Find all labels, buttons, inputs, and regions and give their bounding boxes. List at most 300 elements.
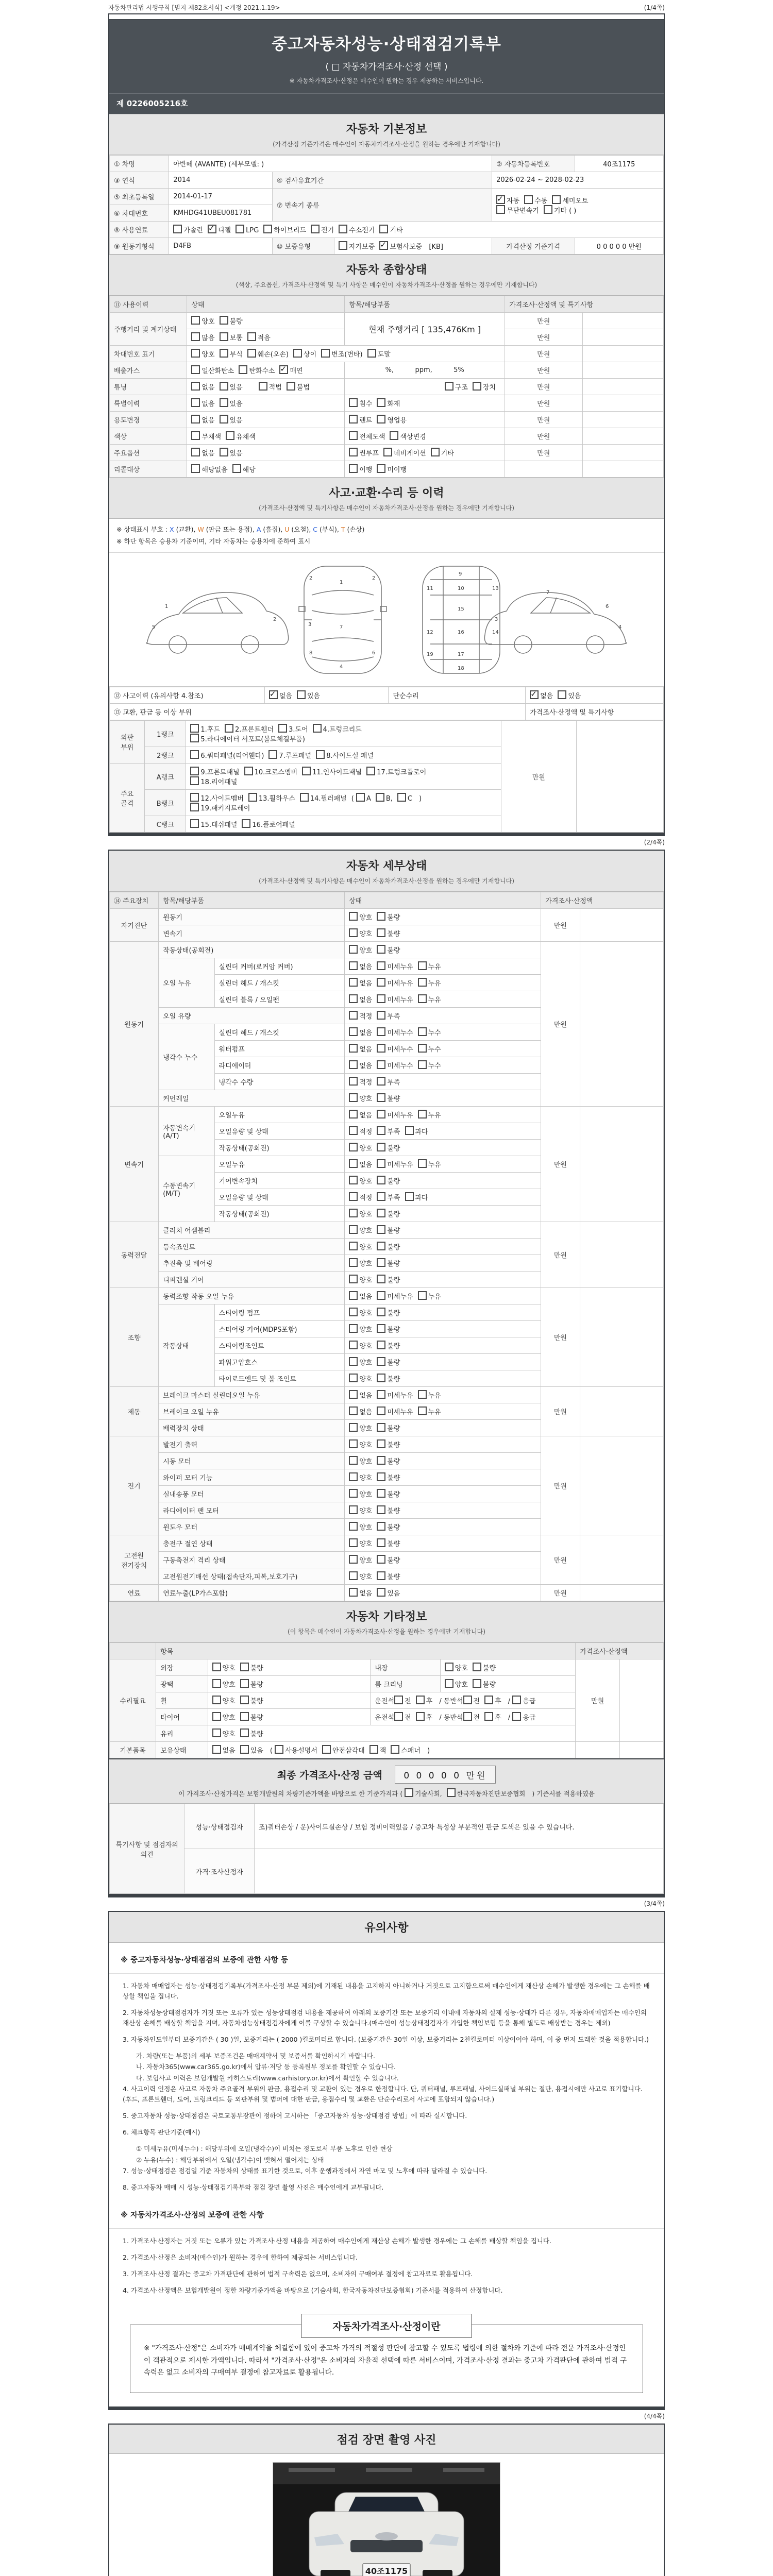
checkbox[interactable] [369,1745,378,1754]
checkbox[interactable] [349,961,358,970]
checkbox[interactable] [377,928,385,937]
checkbox[interactable] [349,1505,358,1514]
inspection-photos [109,2454,664,2576]
checkbox[interactable] [349,1374,358,1382]
checkbox[interactable] [191,431,200,440]
checkbox-label: LPG [246,227,259,234]
checkbox-label: 응급 [523,1698,536,1705]
checkbox[interactable] [349,398,358,407]
checkbox[interactable] [212,1745,221,1754]
cell: 시동 모터 [159,1453,345,1469]
checkbox[interactable] [366,767,375,775]
checkbox[interactable] [377,912,385,921]
checkbox-label: 17.트렁크플로어 [377,769,427,776]
checkbox[interactable] [349,448,358,456]
checkbox[interactable] [377,1341,385,1349]
checkbox[interactable] [394,1712,403,1721]
checkbox[interactable] [240,1679,249,1688]
checkbox-option [552,195,588,205]
checkbox[interactable] [431,448,440,456]
checkbox[interactable] [390,431,398,440]
checkbox-option [416,1712,433,1722]
checkbox-label: 누유 [428,996,441,1004]
checkbox[interactable] [349,1093,358,1102]
checkbox[interactable] [300,793,309,802]
checkbox-option [220,415,243,425]
checkbox[interactable] [349,1406,358,1415]
checkbox[interactable] [191,349,200,358]
checkbox[interactable] [190,767,199,775]
checkbox[interactable] [376,793,384,802]
checkbox[interactable] [190,750,199,759]
checkbox[interactable] [445,382,453,391]
checkbox[interactable] [349,1538,358,1547]
checkbox[interactable] [278,724,287,733]
svg-text:19: 19 [427,652,433,657]
checkbox[interactable] [377,1538,385,1547]
checkbox-option [311,225,334,234]
checkbox[interactable] [473,1663,481,1671]
checkbox[interactable] [473,382,481,391]
cell [345,1156,541,1173]
checkbox[interactable] [190,776,199,785]
checkbox-option [377,1159,413,1169]
checkbox[interactable] [377,1291,385,1300]
checkbox[interactable] [377,1505,385,1514]
checkbox[interactable] [377,1275,385,1283]
checkbox[interactable] [349,1176,358,1184]
checkbox[interactable] [379,225,388,233]
checkbox-option [349,1571,372,1581]
checkbox[interactable] [377,1126,385,1135]
checkbox[interactable] [377,1027,385,1036]
checkbox[interactable] [349,928,358,937]
checkbox-option [259,382,282,392]
checkbox-option [349,1209,372,1218]
checkbox[interactable] [394,1696,403,1704]
checkbox[interactable] [349,1027,358,1036]
checkbox[interactable] [496,205,505,214]
checkbox[interactable] [247,332,256,341]
checkbox-option [349,1456,372,1466]
checkbox[interactable] [377,1077,385,1086]
checkbox[interactable] [484,1696,493,1704]
checkbox[interactable] [212,1679,221,1688]
checkbox[interactable] [416,1712,425,1721]
checkbox[interactable] [418,1390,427,1399]
checkbox[interactable] [349,1324,358,1333]
checkbox[interactable] [377,1588,385,1597]
checkbox[interactable] [349,1390,358,1399]
checkbox[interactable] [316,750,325,759]
checkbox[interactable] [349,1242,358,1250]
checkbox[interactable] [244,767,253,775]
checkbox[interactable] [379,241,388,250]
checkbox[interactable] [418,1060,427,1069]
checkbox[interactable] [208,225,216,233]
checkbox[interactable] [239,365,247,374]
checkbox[interactable] [377,1456,385,1465]
checkbox-option [349,1258,372,1268]
checkbox[interactable] [377,961,385,970]
checkbox[interactable] [383,448,392,456]
checkbox-label: 불량 [387,1442,400,1449]
vin-value: KMHDG41UBEU081781 [169,205,273,222]
checkbox[interactable] [268,750,277,759]
checkbox[interactable] [463,1712,472,1721]
checkbox[interactable] [349,1077,358,1086]
checkbox[interactable] [418,1159,427,1168]
checkbox[interactable] [463,1696,472,1704]
checkbox-label: 양호 [455,1681,468,1689]
checkbox[interactable] [377,1093,385,1102]
cell [345,1074,541,1090]
checkbox[interactable] [377,1225,385,1234]
notice-item: 6. 체크항목 판단기준(예시) [123,2128,200,2137]
checkbox[interactable] [377,1423,385,1432]
checkbox-option [212,1712,236,1722]
checkbox[interactable] [473,1679,481,1688]
checkbox[interactable] [287,382,295,391]
checkbox[interactable] [349,1522,358,1531]
checkbox[interactable] [349,464,358,473]
checkbox[interactable] [339,241,347,250]
checkbox[interactable] [418,1110,427,1118]
checkbox[interactable] [220,398,228,407]
checkbox-label: 한국자동차진단보증협회 [457,1790,526,1798]
checkbox[interactable] [226,431,234,440]
checkbox[interactable] [259,382,267,391]
checkbox[interactable] [377,1571,385,1580]
notice-item: 7. 성능·상태점검은 점검일 기준 자동차의 상태를 표기한 것으로, 이후 운행과정에서 자연 마모 및 노후에 따라 달라질 수 있습니다. [123,2166,488,2175]
checkbox[interactable] [445,1663,453,1671]
checkbox[interactable] [349,1357,358,1366]
checkbox[interactable] [349,1423,358,1432]
checkbox[interactable] [242,819,250,828]
text: 운전석 [375,1698,395,1705]
checkbox[interactable] [349,1472,358,1481]
cell [345,1354,541,1370]
checkbox-option [220,398,243,408]
checkbox[interactable] [321,349,330,358]
checkbox[interactable] [247,349,256,358]
checkbox[interactable] [367,349,376,358]
checkbox[interactable] [377,1357,385,1366]
checkbox[interactable] [377,1242,385,1250]
etc-info-table [109,1642,664,1758]
checkbox[interactable] [191,415,200,423]
text: (흠집), [261,526,285,533]
cell [619,1742,663,1758]
checkbox-option [377,1044,413,1054]
checkbox[interactable] [349,912,358,921]
checkbox-label: 양호 [359,1524,373,1532]
checkbox[interactable] [236,225,244,233]
checkbox-label: 없음 [201,450,215,457]
checkbox[interactable] [269,690,278,699]
checkbox[interactable] [418,1291,427,1300]
checkbox[interactable] [405,1126,414,1135]
checkbox[interactable] [377,1439,385,1448]
checkbox[interactable] [349,1209,358,1217]
checkbox[interactable] [349,431,358,440]
checkbox-label: 15.대쉬패널 [200,821,238,829]
checkbox[interactable] [418,978,427,987]
checkbox[interactable] [377,1406,385,1415]
cell: 상태 [187,296,345,313]
checkbox[interactable] [220,382,228,391]
checkbox[interactable] [240,1712,249,1721]
cell: 가격조사·산정액 [576,1643,664,1659]
checkbox[interactable] [418,994,427,1003]
checkbox[interactable] [349,1291,358,1300]
checkbox[interactable] [377,415,385,423]
cell [345,1090,541,1107]
checkbox[interactable] [405,1192,414,1201]
checkbox[interactable] [232,464,241,473]
cell [186,747,501,764]
checkbox[interactable] [377,994,385,1003]
checkbox[interactable] [173,225,182,233]
checkbox[interactable] [190,793,199,802]
cell: 발전기 출력 [159,1436,345,1453]
transmission-options [492,189,664,222]
checkbox[interactable] [530,690,539,699]
checkbox-option [191,398,214,408]
cell [345,1387,541,1403]
svg-text:7: 7 [546,590,550,596]
checkbox-label: 양호 [359,1145,373,1153]
checkbox[interactable] [377,1374,385,1382]
checkbox[interactable] [212,1696,221,1704]
checkbox[interactable] [349,1555,358,1564]
checkbox[interactable] [220,332,228,341]
checkbox[interactable] [191,464,200,473]
checkbox-option [377,1505,400,1515]
checkbox-label: 불량 [482,1681,496,1689]
checkbox[interactable] [322,1745,331,1754]
checkbox[interactable] [356,793,365,802]
checkbox[interactable] [418,1027,427,1036]
checkbox[interactable] [377,464,385,473]
checkbox[interactable] [339,225,347,233]
checkbox[interactable] [349,1258,358,1267]
checkbox-label: 양호 [359,1491,373,1499]
checkbox[interactable] [349,994,358,1003]
checkbox[interactable] [418,1044,427,1053]
checkbox[interactable] [349,1341,358,1349]
checkbox[interactable] [220,316,228,325]
cell [580,1585,664,1601]
checkbox[interactable] [191,382,200,391]
checkbox[interactable] [212,1728,221,1737]
checkbox[interactable] [558,690,566,699]
checkbox[interactable] [377,1555,385,1564]
checkbox-option [268,750,311,760]
checkbox[interactable] [349,1126,358,1135]
checkbox[interactable] [240,1696,249,1704]
checkbox[interactable] [191,332,200,341]
checkbox[interactable] [191,448,200,456]
checkbox[interactable] [302,767,311,775]
checkbox[interactable] [220,448,228,456]
checkbox[interactable] [377,1522,385,1531]
checkbox-label: 누수 [428,1046,441,1054]
checkbox[interactable] [349,1275,358,1283]
checkbox[interactable] [377,945,385,954]
cell [186,790,501,816]
checkbox[interactable] [190,803,199,811]
checkbox[interactable] [349,1456,358,1465]
cell: 실린더 헤드 / 개스킷 [214,1024,345,1041]
checkbox-label: 후 [495,1698,501,1705]
checkbox[interactable] [377,1324,385,1333]
checkbox[interactable] [524,195,533,204]
cell: 자동변속기 (A/T) [159,1107,214,1156]
checkbox-option [349,978,372,988]
checkbox[interactable] [349,1588,358,1597]
checkbox[interactable] [377,1044,385,1053]
cell [208,1725,576,1742]
cell [345,925,541,942]
checkbox-label: 양호 [455,1665,468,1672]
checkbox-label: 매연 [290,367,303,375]
text: U [284,526,290,533]
checkbox[interactable] [349,1192,358,1201]
checkbox[interactable] [512,1696,521,1704]
checkbox[interactable] [349,1225,358,1234]
checkbox[interactable] [191,398,200,407]
checkbox[interactable] [377,1209,385,1217]
cell: 등속죠인트 [159,1239,345,1255]
checkbox-option [349,1472,372,1482]
cell [580,1288,664,1387]
checkbox-label: 변조(변타) [331,351,363,359]
checkbox[interactable] [349,1571,358,1580]
checkbox[interactable] [377,1472,385,1481]
checkbox[interactable] [240,1663,249,1671]
checkbox[interactable] [248,793,257,802]
cell: 와이퍼 모터 기능 [159,1469,345,1486]
checkbox[interactable] [377,1159,385,1168]
checkbox[interactable] [349,1044,358,1053]
checkbox[interactable] [377,1143,385,1151]
checkbox[interactable] [377,1489,385,1498]
checkbox[interactable] [416,1696,425,1704]
checkbox[interactable] [293,349,302,358]
checkbox[interactable] [190,734,199,742]
cell [345,445,505,461]
checkbox[interactable] [275,1745,283,1754]
price-cell: 만원 [505,346,582,362]
checkbox[interactable] [397,793,406,802]
checkbox[interactable] [512,1712,521,1721]
checkbox-label: 양호 [359,1211,373,1218]
checkbox[interactable] [418,961,427,970]
checkbox-option [349,1126,372,1136]
cell: 기어변속장치 [214,1173,345,1189]
checkbox[interactable] [445,1679,453,1688]
checkbox[interactable] [297,690,306,699]
checkbox-label: 무채색 [201,433,222,441]
checkbox-label: 불량 [387,1211,400,1218]
checkbox[interactable] [212,1712,221,1721]
checkbox-label: 전 [473,1714,480,1722]
checkbox[interactable] [544,205,552,214]
checkbox[interactable] [220,415,228,423]
checkbox[interactable] [225,724,233,733]
checkbox-label: 네비게이션 [393,450,426,457]
checkbox[interactable] [240,1728,249,1737]
checkbox[interactable] [377,978,385,987]
checkbox-option [418,1291,441,1301]
checkbox[interactable] [349,1060,358,1069]
cell [345,461,505,478]
checkbox[interactable] [190,724,199,733]
checkbox[interactable] [279,365,288,374]
checkbox-label: 없음 [359,1161,373,1169]
checkbox-option [349,1423,372,1433]
checkbox[interactable] [377,1176,385,1184]
checkbox[interactable] [191,365,200,374]
checkbox[interactable] [240,1745,249,1754]
checkbox[interactable] [349,1110,358,1118]
checkbox[interactable] [220,349,228,358]
checkbox[interactable] [552,195,561,204]
checkbox[interactable] [313,724,322,733]
checkbox[interactable] [349,1011,358,1020]
checkbox[interactable] [263,225,272,233]
checkbox[interactable] [377,1060,385,1069]
checkbox[interactable] [349,978,358,987]
checkbox[interactable] [349,1439,358,1448]
checkbox[interactable] [191,316,200,325]
checkbox[interactable] [349,415,358,423]
checkbox[interactable] [377,1192,385,1201]
checkbox[interactable] [377,1390,385,1399]
checkbox[interactable] [496,195,505,204]
checkbox[interactable] [391,1745,399,1754]
price-cell: 만원 [541,909,580,942]
checkbox-option [349,1291,372,1301]
checkbox[interactable] [405,1788,413,1797]
checkbox[interactable] [349,1159,358,1168]
checkbox-label: 불량 [387,1310,400,1317]
checkbox[interactable] [377,1110,385,1118]
checkbox-option [377,928,400,938]
checkbox-option [377,1192,400,1202]
checkbox[interactable] [447,1788,456,1797]
checkbox-option [191,464,227,474]
label-cell: 기본품목 [110,1742,156,1758]
checkbox[interactable] [377,1011,385,1020]
checkbox-option [287,382,310,392]
checkbox[interactable] [190,819,199,828]
checkbox-label: 없음 [359,980,373,988]
checkbox[interactable] [349,1308,358,1316]
checkbox[interactable] [377,398,385,407]
checkbox[interactable] [377,1258,385,1267]
checkbox-option [191,448,214,457]
checkbox[interactable] [349,945,358,954]
checkbox[interactable] [484,1712,493,1721]
checkbox[interactable] [349,1489,358,1498]
checkbox[interactable] [349,1143,358,1151]
checkbox[interactable] [377,1308,385,1316]
checkbox[interactable] [311,225,320,233]
checkbox[interactable] [212,1663,221,1671]
checkbox[interactable] [418,1406,427,1415]
